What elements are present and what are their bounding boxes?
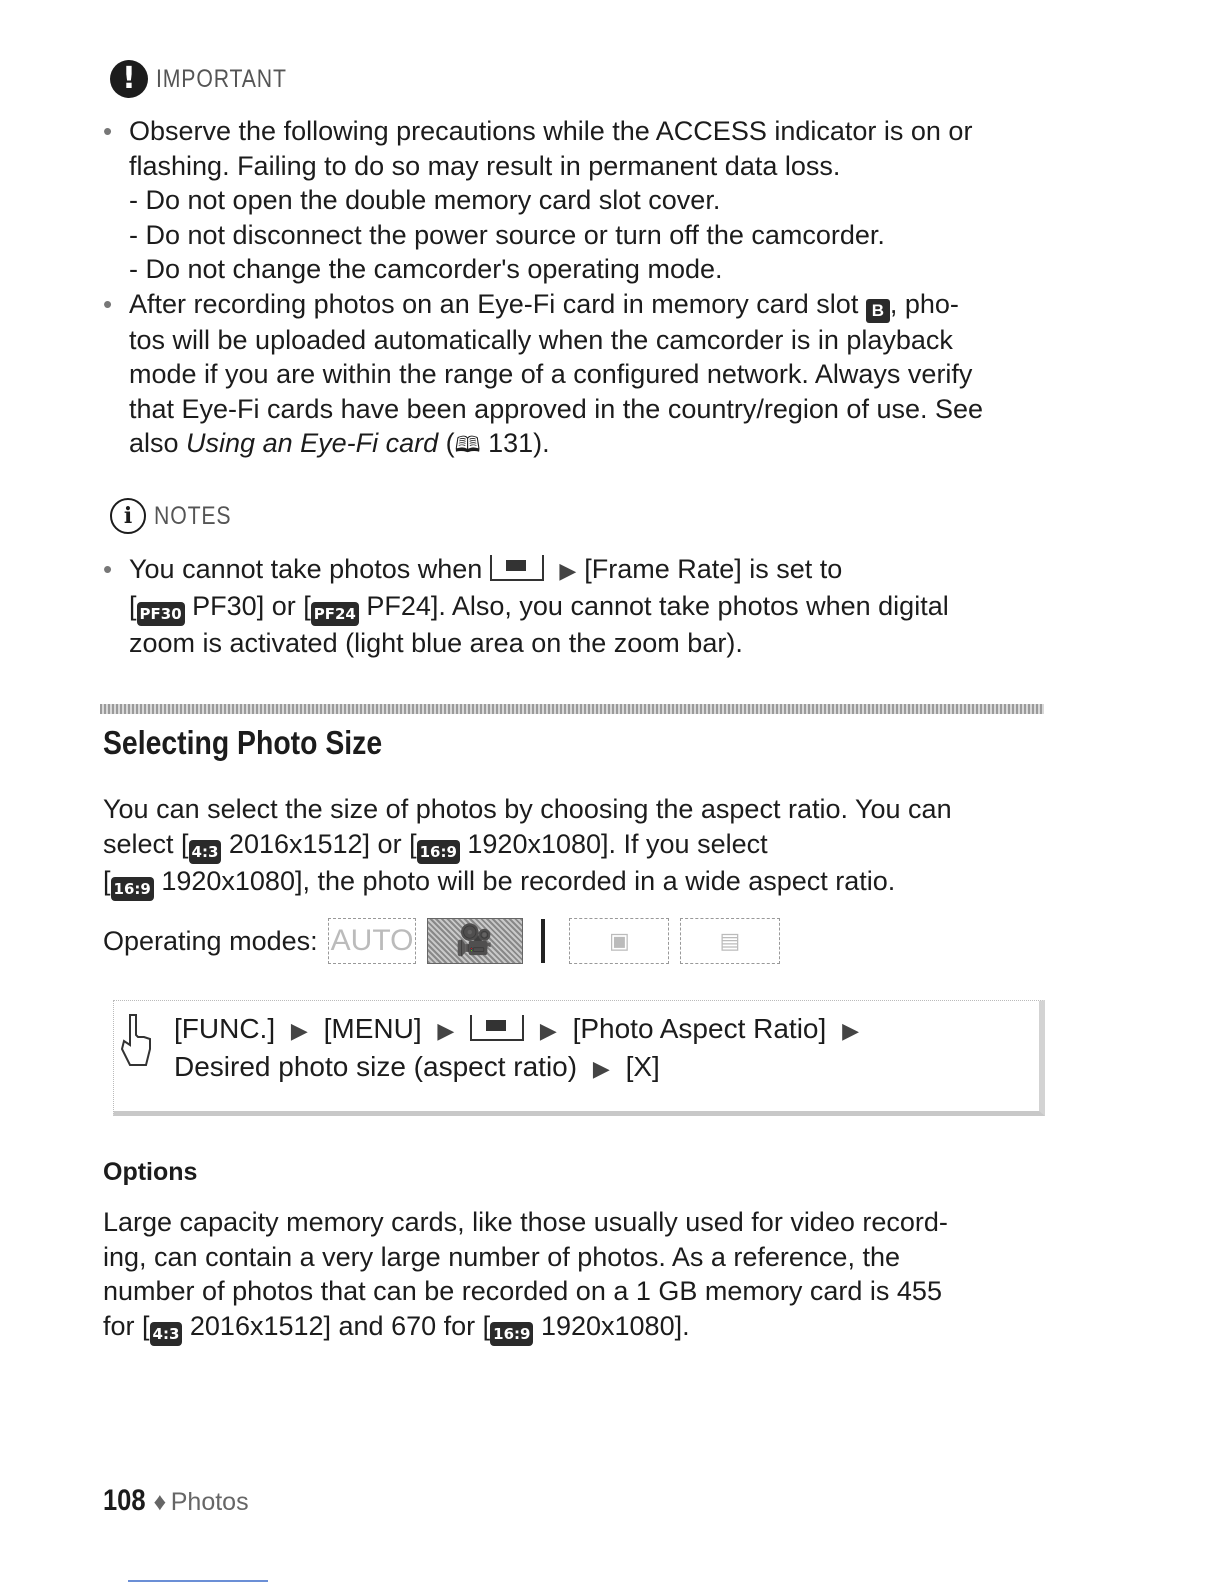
text: that Eye-Fi cards have been approved in the country/region of use. See [129, 393, 984, 424]
eye-fi-link[interactable]: Using an Eye-Fi card [186, 428, 439, 458]
menu-button[interactable]: [MENU] [323, 1013, 422, 1044]
important-list [103, 114, 1063, 463]
mode-manual-camera-icon: 🎥 [427, 918, 523, 964]
aspect-16-9-icon: 16:9 [417, 840, 460, 864]
sub-item: - Do not open the double memory card slot cover. [129, 183, 1063, 218]
sub-item: - Do not disconnect the power source or turn off the camcorder. [129, 218, 1063, 253]
text: flashing. Failing to do so may result in permanent data loss. [129, 150, 841, 181]
text: After recording photos on an Eye-Fi card in memory card slot [129, 288, 859, 319]
section-paragraph [103, 792, 1063, 901]
footer-line [128, 1580, 268, 1582]
modes-label: Operating modes: [103, 925, 318, 956]
text: 2016x1512] and 670 for [ [182, 1310, 491, 1341]
text: [ [129, 590, 137, 621]
photo-aspect-ratio-item[interactable]: [Photo Aspect Ratio] [572, 1013, 827, 1044]
procedure-line-2 [174, 1047, 660, 1089]
procedure-box [113, 1000, 1045, 1116]
page-footer [103, 1484, 249, 1518]
aspect-16-9-icon: 16:9 [111, 877, 154, 901]
important-heading [110, 60, 310, 98]
options-heading: Options [103, 1158, 198, 1186]
procedure-line-1 [174, 1009, 867, 1051]
text: , pho- [889, 288, 959, 319]
text: 1920x1080]. [533, 1310, 690, 1341]
text: [ [103, 865, 111, 896]
arrow-icon: ▶ [592, 1056, 610, 1081]
pf24-icon: PF24 [311, 602, 359, 626]
important-label: IMPORTANT [156, 64, 287, 93]
footer-section: Photos [170, 1488, 249, 1516]
text: 1920x1080]. If you select [459, 828, 768, 859]
exclamation-icon: ! [110, 60, 148, 98]
aspect-4-3-icon: 4:3 [150, 1322, 183, 1346]
hand-pointer-icon [120, 1009, 154, 1081]
func-button[interactable]: [FUNC.] [174, 1013, 276, 1044]
pf30-icon: PF30 [137, 602, 185, 626]
mode-auto: AUTO [328, 918, 416, 964]
text: PF30] or [ [192, 590, 311, 621]
info-icon: i [110, 498, 146, 534]
arrow-icon: ▶ [290, 1018, 308, 1043]
aspect-4-3-icon: 4:3 [189, 840, 222, 864]
section-title: Selecting Photo Size [103, 724, 383, 761]
footer-separator: ♦ [153, 1488, 167, 1516]
text: PF24]. Also, you cannot take photos when digital [366, 590, 949, 621]
arrow-icon: ▶ [559, 558, 577, 583]
text: Observe the following precautions while the ACCESS indicator is on or [129, 116, 973, 146]
mode-separator [541, 919, 545, 963]
text: zoom is activated (light blue area on the zoom bar). [129, 627, 743, 658]
text: for [ [103, 1310, 150, 1341]
book-icon: 🕮 [454, 432, 481, 457]
camera-menu-icon[interactable] [470, 1015, 524, 1041]
section-divider [100, 704, 1044, 714]
text: You can select the size of photos by choosing the aspect ratio. You can [103, 794, 952, 824]
text: also [129, 428, 187, 458]
arrow-icon: ▶ [437, 1018, 455, 1043]
text: 1920x1080], the photo will be recorded in a wide aspect ratio. [153, 865, 896, 896]
list-item [103, 552, 1063, 660]
options-paragraph [103, 1205, 1063, 1346]
desired-size-option[interactable]: Desired photo size (aspect ratio) [174, 1051, 578, 1082]
text: mode if you are within the range of a configured network. Always verify [129, 359, 973, 389]
notes-list [103, 552, 1063, 660]
text: 2016x1512] or [ [221, 828, 417, 859]
page-number: 108 [103, 1484, 146, 1517]
list-item [103, 287, 1063, 463]
text: select [ [103, 828, 189, 859]
close-button[interactable]: [X] [625, 1051, 660, 1082]
arrow-icon: ▶ [842, 1018, 859, 1043]
arrow-icon: ▶ [539, 1018, 557, 1043]
text: You cannot take photos when [129, 554, 483, 584]
notes-label: NOTES [154, 501, 232, 530]
text: ing, can contain a very large number of photos. As a reference, the [103, 1241, 900, 1272]
text: Large capacity memory cards, like those usually used for video record- [103, 1207, 948, 1237]
mode-cinema-icon: ▣ [569, 918, 669, 964]
text: 131). [480, 428, 550, 458]
mode-photo-icon: ▤ [680, 918, 780, 964]
camera-menu-icon [490, 555, 544, 581]
operating-modes [103, 918, 780, 964]
text: ( [438, 428, 455, 458]
text: number of photos that can be recorded on a 1 GB memory card is 455 [103, 1276, 942, 1306]
sub-item: - Do not change the camcorder's operating mode. [129, 252, 1063, 287]
list-item [103, 114, 1063, 287]
memory-slot-b-icon: B [866, 299, 890, 323]
notes-heading [110, 498, 245, 534]
text: tos will be uploaded automatically when the camcorder is in playback [129, 324, 953, 355]
text: [Frame Rate] is set to [584, 554, 843, 584]
aspect-16-9-icon: 16:9 [490, 1322, 533, 1346]
